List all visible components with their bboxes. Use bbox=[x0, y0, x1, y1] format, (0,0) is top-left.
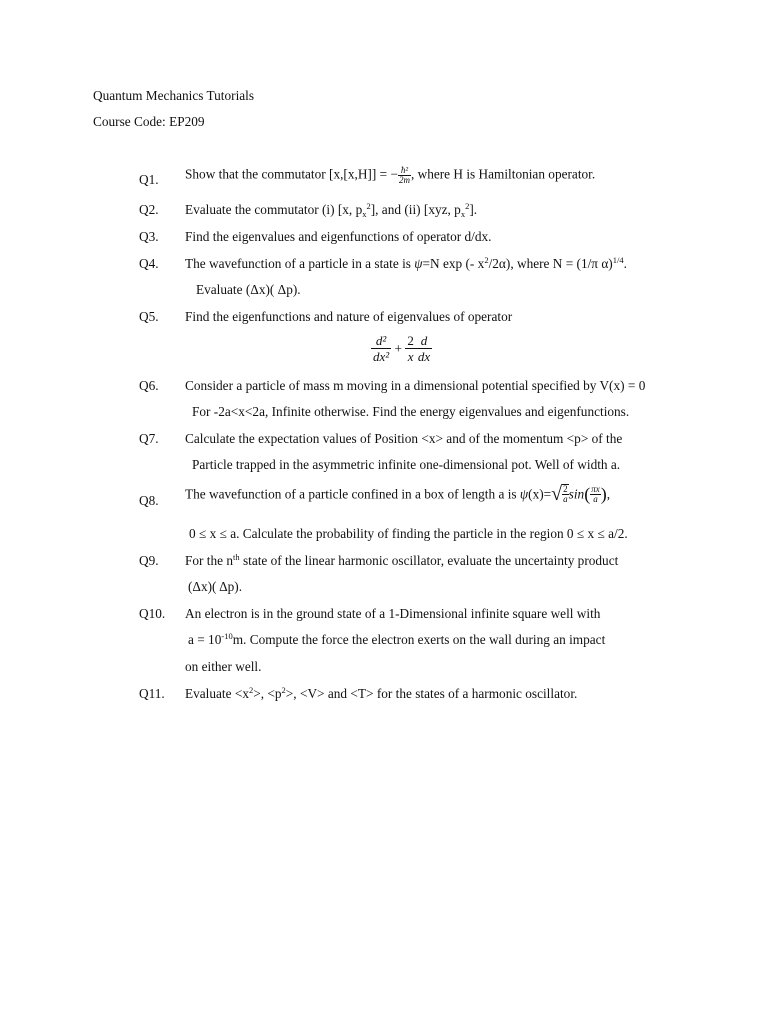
question-1-text: Show that the commutator [x,[x,H]] = − $\frac{\text{ħ²}}{2m}$ , where H is Hamiltonian operator. bbox=[185, 165, 596, 185]
question-number: Q3. bbox=[139, 229, 159, 244]
question-4-line-2: Evaluate (Δx)( Δp). bbox=[196, 282, 301, 297]
question-10-text: An electron is in the ground state of a 1-Dimensional infinite square well with bbox=[185, 606, 601, 621]
operator-formula: $\frac{\text{d²}}{\text{dx²}}$ + $\frac{2}{x}$ $\frac{d}{dx}$ bbox=[373, 333, 431, 364]
document-title: Quantum Mechanics Tutorials bbox=[93, 88, 255, 103]
question-2-text: Evaluate the commutator (i) [x, $p_x^2$], and (ii) [xyz, $p_x^2$]. bbox=[185, 201, 478, 219]
question-9-text: For the $n^{th}$ state of the linear harmonic oscillator, evaluate the uncertainty product bbox=[185, 552, 619, 568]
h-bar-squared-over-2m: $\frac{\text{ħ²}}{2m}$ bbox=[398, 165, 410, 185]
question-11-text: Evaluate $<x^2>$, $<p^2>$, <V> and <T> for the states of a harmonic oscillator. bbox=[185, 685, 578, 701]
question-number: Q2. bbox=[139, 202, 159, 217]
course-code: Course Code: EP209 bbox=[93, 114, 205, 129]
question-number: Q8. bbox=[139, 493, 159, 508]
square-root-sign: √ bbox=[551, 483, 563, 505]
question-7-line-2: Particle trapped in the asymmetric infinite one-dimensional pot. Well of width a. bbox=[192, 457, 621, 472]
question-6-line-2: For -2a<x<2a, Infinite otherwise. Find the energy eigenvalues and eigenfunctions. bbox=[192, 404, 630, 419]
question-7-text: Calculate the expectation values of Position <x> and of the momentum <p> of the bbox=[185, 431, 623, 446]
question-6-text: Consider a particle of mass m moving in a dimensional potential specified by V(x) = 0 bbox=[185, 378, 646, 393]
question-number: Q7. bbox=[139, 431, 159, 446]
question-number: Q11. bbox=[139, 686, 165, 701]
question-9-line-2: (Δx)( Δp). bbox=[188, 579, 243, 594]
question-3-text: Find the eigenvalues and eigenfunctions of operator d/dx. bbox=[185, 229, 492, 244]
question-number: Q5. bbox=[139, 309, 159, 324]
question-8-line-2: 0 ≤ x ≤ a. Calculate the probability of finding the particle in the region 0 ≤ x ≤ a/2. bbox=[189, 526, 628, 541]
question-10-line-2: $a = 10^{-10}m$. Compute the force the electron exerts on the wall during an impact bbox=[188, 631, 606, 647]
question-number: Q4. bbox=[139, 256, 159, 271]
question-number: Q10. bbox=[139, 606, 166, 621]
question-8-text: The wavefunction of a particle confined in a box of length a is ψ(x)=√ $\frac{2}{a}$ sin( $\frac{\pi x}{a}$ ), bbox=[185, 483, 611, 505]
question-number: Q1. bbox=[139, 172, 159, 187]
question-5-text: Find the eigenfunctions and nature of eigenvalues of operator bbox=[185, 309, 513, 324]
question-number: Q9. bbox=[139, 553, 159, 568]
question-number: Q6. bbox=[139, 378, 159, 393]
question-4-text: The wavefunction of a particle in a state is ψ=N exp (- $x^2/2\alpha$), where N = (1/π α)$^{1/4}$. bbox=[185, 255, 627, 271]
question-10-line-3: on either well. bbox=[185, 659, 262, 674]
